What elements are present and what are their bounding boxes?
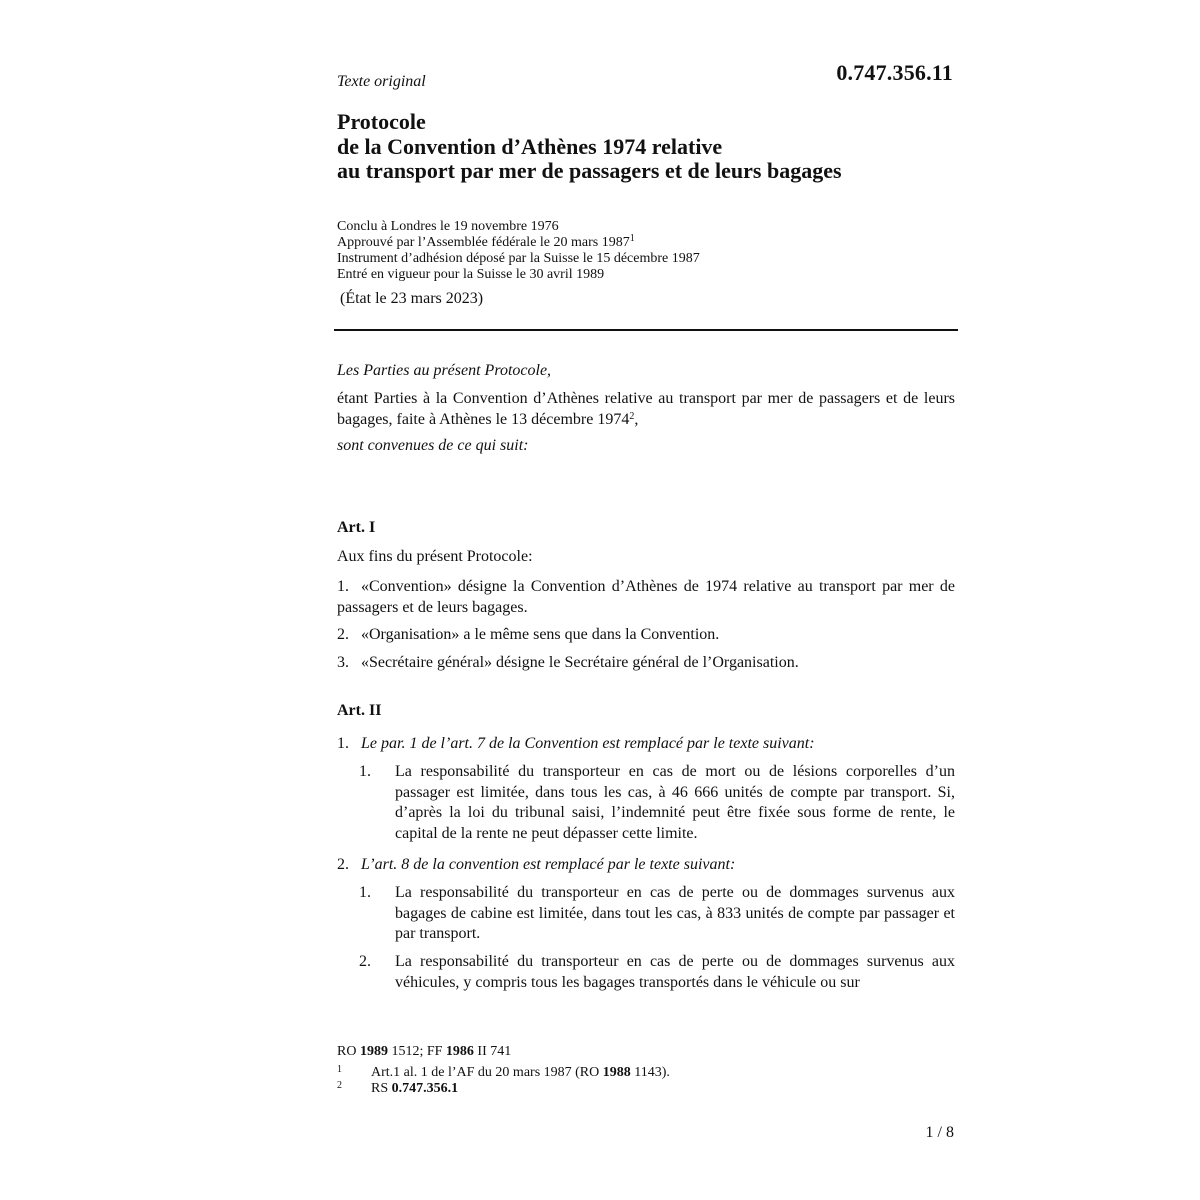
title-line: Protocole (337, 109, 426, 134)
title-line: de la Convention d’Athènes 1974 relative (337, 133, 723, 159)
instrument-line: Instrument d’adhésion déposé par la Suisse le 15 décembre 1987 (337, 251, 700, 266)
state-date: (État le 23 mars 2023) (340, 290, 484, 307)
original-text-label: Texte original (337, 73, 426, 90)
preamble-parties: Les Parties au présent Protocole, (337, 362, 552, 379)
title-line: au transport par mer de passagers et de leurs bagages (337, 158, 842, 183)
footnote-ref[interactable]: 2 (629, 410, 635, 422)
article-2-para-2-item: 1. La responsabilité du transporteur en cas de perte ou de dommages survenus aux bagages de cabine est limitée, dans tout les cas, à 833 unités de compte par passager et par transport. (359, 884, 955, 942)
header-divider (334, 329, 958, 331)
preamble-being-parties: étant Parties à la Convention d’Athènes relative au transport par mer de passagers et de leurs bagages, faite à Athènes le 13 décembre 1974$^2$, (337, 390, 955, 428)
article-2-para-2-item: 2. La responsabilité du transporteur en cas de perte ou de dommages survenus aux véhicules, y compris tous les bagages transportés dans le véhicule ou sur (359, 953, 955, 991)
article-1-heading: Art. I (337, 519, 376, 536)
in-force-line: Entré en vigueur pour la Suisse le 30 avril 1989 (337, 267, 605, 282)
article-2-heading: Art. II (337, 702, 382, 719)
concluded-line: Conclu à Londres le 19 novembre 1976 (337, 219, 559, 234)
document-page: 0.747.356.11 Texte original Protocole de la Convention d’Athènes 1974 relative au transport par mer de passagers et de leurs bagages Conclu à Londres le 19 novembre 1976 Approuvé par l’Assemblée fédérale le 20 mars 1987$^1$ Instrument d’adhésion déposé par la Suisse le 15 décembre 1987 Entré en vigueur pour la Suisse le 30 avril 1989 (État le 23 mars 2023) Les Parties au présent Protocole, étant Parties à la Convention d’Athènes relative au transport par mer de passagers et de leurs bagages, faite à Athènes le 13 décembre 1974$^2$, sont convenues de ce qui suit: Art. I Aux fins du présent Protocole: 1. «Convention» désigne la Convention d’Athènes de 1974 relative au transport par mer de passagers et de leurs bagages. 2. «Organisation» a le même sens que dans la Convention. 3. «Secrétaire général» désigne le Secrétaire général de l’Organisation. Art. II 1. Le par. 1 de l’art. 7 de la Convention est remplacé par le texte suivant: 1. La responsabilité du transporteur en cas de mort ou de lésions corporelles d’un passager est limitée, dans tous les cas, à 46 666 unités de compte par transport. Si, d’après la loi du tribunal saisi, l’indemnité peut être fixée sous forme de rente, le capital de la rente ne peut dépasser cette limite. 2. L’art. 8 de la convention est remplacé par le texte suivant: 1. La responsabilité du transporteur en cas de perte ou de dommages survenus aux bagages de cabine est limitée, dans tout les cas, à 833 unités de compte par passager et par transport. 2. La responsabilité du transporteur en cas de perte ou de dommages survenus aux véhicules, y compris tous les bagages transportés dans le véhicule ou sur RO 1989 1512; FF 1986 II 741 1 Art.1 al. 1 de l’AF du 20 mars 1987 (RO 1988 1143). 2 RS 0.747.356.1 1 / 8 (337, 0, 957, 1200)
approved-line: Approuvé par l’Assemblée fédérale le 20 mars 1987$^1$ (337, 233, 635, 250)
document-number: 0.747.356.11 (836, 60, 953, 85)
footnote-ref[interactable]: 1 (629, 233, 635, 244)
footer-reference: RO 1989 1512; FF 1986 II 741 (337, 1044, 512, 1059)
article-1-item: 2. «Organisation» a le même sens que dans la Convention. (337, 626, 720, 643)
preamble-agreed: sont convenues de ce qui suit: (337, 437, 529, 454)
article-2-para-1-item: 1. La responsabilité du transporteur en cas de mort ou de lésions corporelles d’un passager est limitée, dans tous les cas, à 46 666 unités de compte par transport. Si, d’après la loi du tribunal saisi, l’indemnité peut être fixée sous forme de rente, le capital de la rente ne peut dépasser cette limite. (359, 763, 955, 842)
article-2-para-1-intro: 1. Le par. 1 de l’art. 7 de la Convention est remplacé par le texte suivant: (337, 735, 815, 752)
article-1-intro: Aux fins du présent Protocole: (337, 548, 533, 565)
document-title (337, 110, 842, 184)
article-2-para-2-intro: 2. L’art. 8 de la convention est remplacé par le texte suivant: (337, 856, 736, 873)
document-metadata (337, 219, 700, 283)
article-1-item: 3. «Secrétaire général» désigne le Secrétaire général de l’Organisation. (337, 654, 799, 671)
article-1-item: 1. «Convention» désigne la Convention d’Athènes de 1974 relative au transport par mer de passagers et de leurs bagages. (337, 578, 955, 616)
page-number: 1 / 8 (925, 1124, 954, 1141)
